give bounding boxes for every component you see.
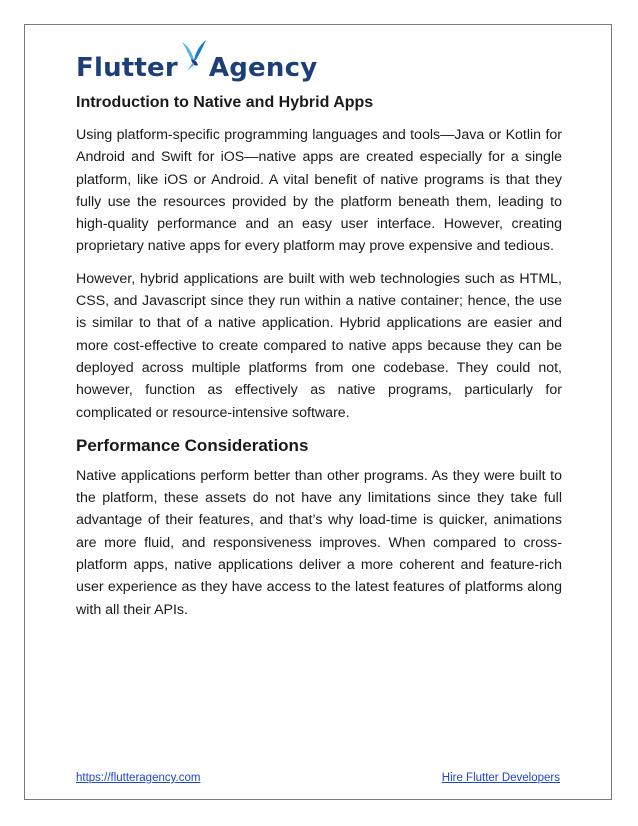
paragraph-hybrid-apps: However, hybrid applications are built with web technologies such as HTML, CSS, and Javascript since they run within a native container; hence, the use is similar to that of a native application. Hybrid applications are easier and more cost-effective to create compared to native apps because they can be deployed across multiple platforms from one codebase. They could not, however, function as effectively as native programs, particularly for complicated or resource-intensive software. — [76, 270, 562, 421]
footer-hire-developers-link[interactable]: Hire Flutter Developers — [441, 772, 560, 784]
logo-word-flutter: Flutter — [76, 53, 178, 83]
document-content — [76, 94, 562, 621]
heading-performance: Performance Considerations — [76, 435, 309, 455]
paragraph-performance: Native applications perform better than other programs. As they were built to the platform, these assets do not have any limitations since they take full advantage of their features, and that’s why load-time is quicker, animations are more fluid, and responsiveness improves. When compared to cross-platform apps, native applications deliver a more coherent and feature-rich user experience as they have access to the latest features of platforms along with all their APIs. — [76, 467, 562, 618]
logo-word-agency: Agency — [208, 53, 318, 83]
paragraph-native-apps: Using platform-specific programming languages and tools—Java or Kotlin for Android and Swift for iOS—native apps are created especially for a single platform, like iOS or Android. A vital benefit of native programs is that they fully use the resources provided by the platform beneath them, leading to high-quality performance and an easy user interface. However, creating proprietary native apps for every platform may prove expensive and tedious. — [76, 127, 562, 255]
hummingbird-icon — [179, 38, 209, 78]
heading-introduction: Introduction to Native and Hybrid Apps — [76, 94, 374, 111]
flutter-agency-logo — [76, 36, 317, 84]
footer-website-link[interactable]: https://flutteragency.com — [76, 772, 201, 784]
